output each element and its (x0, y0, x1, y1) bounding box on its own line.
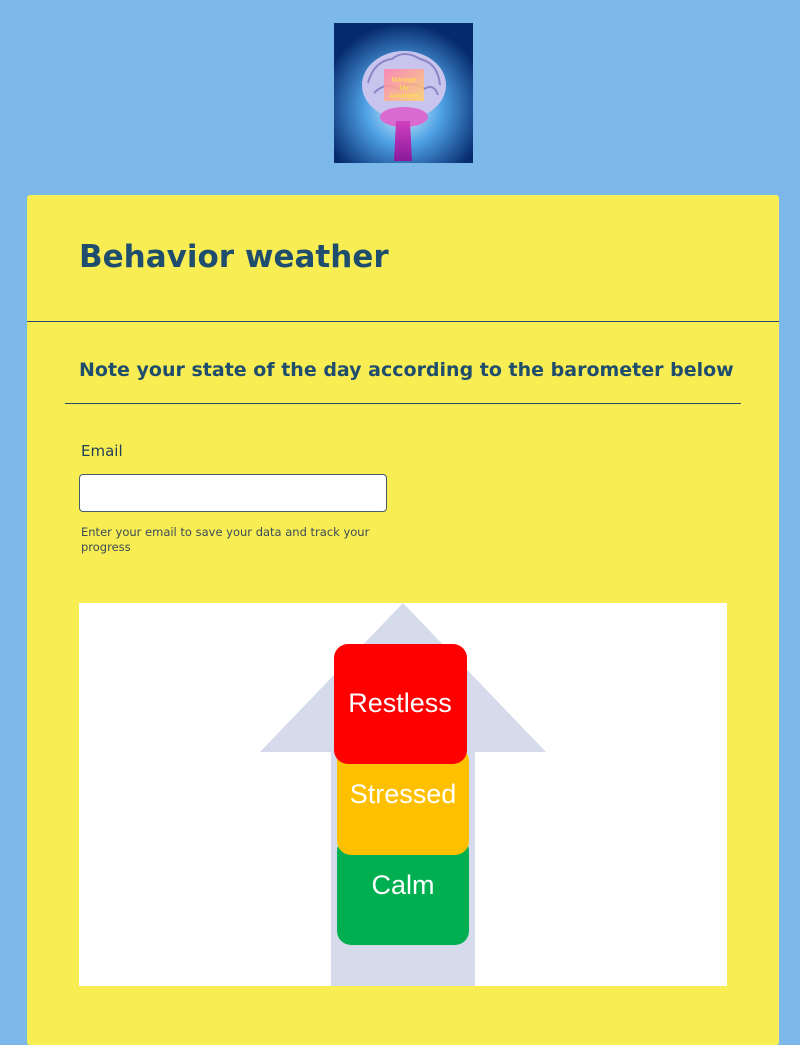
form-title: Behavior weather (79, 239, 389, 275)
section-divider (65, 403, 741, 404)
email-help-text: Enter your email to save your data and track your progress (81, 525, 370, 554)
email-label: Email (81, 442, 123, 460)
svg-text:Anxieties: Anxieties (389, 93, 419, 100)
form-subtitle: Note your state of the day according to the barometer below (79, 359, 734, 381)
level-restless-label: Restless (348, 688, 452, 718)
level-calm-label: Calm (371, 870, 435, 900)
title-divider (27, 321, 779, 322)
brain-logo-image (334, 23, 473, 163)
svg-text:My: My (399, 85, 409, 92)
email-field[interactable] (79, 474, 387, 512)
level-restless (334, 644, 467, 764)
svg-text:Manage: Manage (391, 77, 417, 84)
barometer-image (79, 603, 727, 986)
form-card (27, 195, 779, 1045)
level-stressed-label: Stressed (349, 779, 457, 809)
